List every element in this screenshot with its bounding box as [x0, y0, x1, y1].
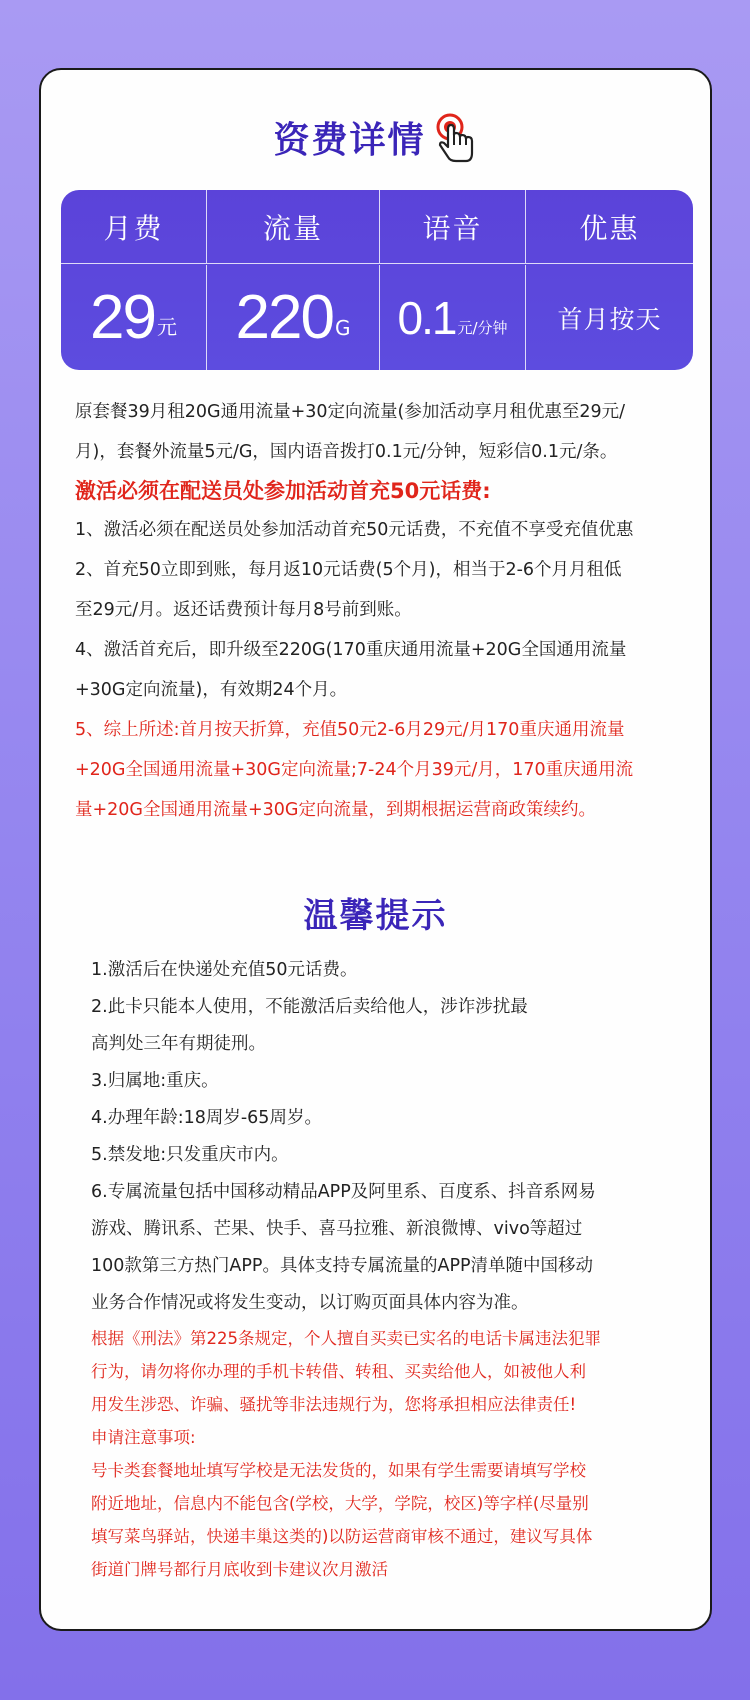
tip-line: 业务合作情况或将发生变动，以订购页面具体内容为准。 — [91, 1293, 529, 1313]
legal-line: 填写菜鸟驿站，快递丰巢这类的)以防运营商审核不通过，建议写具体 — [91, 1527, 593, 1546]
legal-line: 附近地址，信息内不能包含(学校，大学，学院，校区)等字样(尽量别 — [91, 1494, 589, 1513]
legal-line: 申请注意事项: — [91, 1428, 196, 1447]
promo-value: 首月按天 — [557, 304, 662, 334]
header-data: 流量 — [207, 190, 380, 263]
summary-line: +20G全国通用流量+30G定向流量;7-24个月39元/月，170重庆通用流 — [75, 760, 634, 780]
step-line: 至29元/月。返还话费预计每月8号前到账。 — [75, 600, 412, 620]
legal-line: 根据《刑法》第225条规定，个人擅自买卖已实名的电话卡属违法犯罪 — [91, 1329, 601, 1348]
summary-line: 量+20G全国通用流量+30G定向流量，到期根据运营商政策续约。 — [75, 800, 596, 820]
voice-value: 0.1 — [397, 291, 456, 344]
tip-line: 4.办理年龄:18周岁-65周岁。 — [91, 1108, 322, 1128]
fee-table-values — [61, 265, 693, 370]
tip-line: 游戏、腾讯系、芒果、快手、喜马拉雅、新浪微博、vivo等超过 — [91, 1219, 583, 1239]
legal-line: 行为，请勿将你办理的手机卡转借、转租、买卖给他人，如被他人利 — [91, 1362, 586, 1381]
tip-line: 100款第三方热门APP。具体支持专属流量的APP清单随中国移动 — [91, 1256, 594, 1276]
voice-cell — [380, 265, 526, 370]
activation-heading: 激活必须在配送员处参加活动首充50元话费: — [75, 479, 491, 503]
title-row — [41, 112, 710, 163]
page-title: 资费详情 — [273, 120, 426, 161]
step-line: 2、首充50立即到账，每月返10元话费(5个月)，相当于2-6个月月租低 — [75, 560, 622, 580]
step-line: +30G定向流量)，有效期24个月。 — [75, 680, 348, 700]
monthly-fee-value: 29 — [90, 282, 155, 352]
monthly-fee-unit: 元 — [156, 315, 177, 339]
plan-details — [75, 392, 685, 830]
tip-line: 3.归属地:重庆。 — [91, 1071, 219, 1091]
data-value: 220 — [235, 282, 333, 352]
tip-line: 2.此卡只能本人使用，不能激活后卖给他人，涉诈涉扰最 — [91, 997, 528, 1017]
legal-notice — [91, 1322, 681, 1586]
step-line: 1、激活必须在配送员处参加活动首充50元话费，不充值不享受充值优惠 — [75, 520, 634, 540]
tip-line: 高判处三年有期徒刑。 — [91, 1034, 266, 1054]
legal-line: 街道门牌号都行月底收到卡建议次月激活 — [91, 1560, 388, 1579]
monthly-fee-cell — [61, 265, 207, 370]
tip-line: 6.专属流量包括中国移动精品APP及阿里系、百度系、抖音系网易 — [91, 1182, 596, 1202]
tip-line: 1.激活后在快递处充值50元话费。 — [91, 960, 358, 980]
info-card — [39, 68, 712, 1631]
voice-unit: 元/分钟 — [457, 319, 508, 337]
fee-table — [61, 190, 693, 370]
header-voice: 语音 — [380, 190, 526, 263]
data-unit: G — [334, 316, 351, 340]
legal-line: 号卡类套餐地址填写学校是无法发货的，如果有学生需要请填写学校 — [91, 1461, 586, 1480]
header-monthly-fee: 月费 — [61, 190, 207, 263]
hand-pointer-icon — [434, 113, 478, 163]
detail-line: 原套餐39月租20G通用流量+30定向流量(参加活动享月租优惠至29元/ — [75, 402, 626, 422]
fee-table-header — [61, 190, 693, 264]
legal-line: 用发生涉恐、诈骗、骚扰等非法违规行为，您将承担相应法律责任! — [91, 1395, 577, 1414]
detail-line: 月)，套餐外流量5元/G，国内语音拨打0.1元/分钟，短彩信0.1元/条。 — [75, 442, 618, 462]
tips-list — [91, 952, 681, 1322]
tip-line: 5.禁发地:只发重庆市内。 — [91, 1145, 289, 1165]
summary-line: 5、综上所述:首月按天折算，充值50元2-6月29元/月170重庆通用流量 — [75, 720, 625, 740]
tips-title: 温馨提示 — [303, 896, 448, 936]
header-promo: 优惠 — [579, 211, 640, 245]
promo-cell — [526, 265, 693, 370]
data-cell — [207, 265, 380, 370]
step-line: 4、激活首充后，即升级至220G(170重庆通用流量+20G全国通用流量 — [75, 640, 627, 660]
